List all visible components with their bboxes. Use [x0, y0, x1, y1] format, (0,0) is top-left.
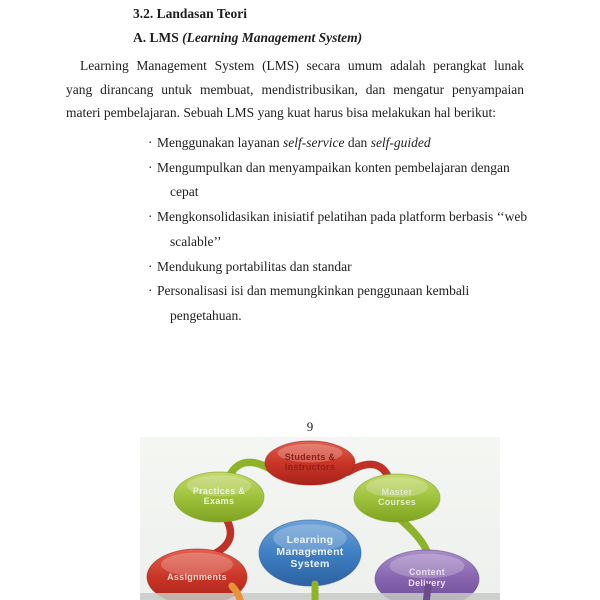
- paragraph-line: materi pembelajaran. Sebuah LMS yang kuat harus bisa melakukan hal berikut:: [66, 105, 496, 120]
- bullet-continuation-line: pengetahuan.: [170, 307, 242, 323]
- node-content-label: Content Delivery: [408, 567, 446, 588]
- bullet-dot-icon: ·: [148, 258, 153, 274]
- lms-diagram-svg: [140, 437, 500, 600]
- lms-diagram: [140, 437, 500, 600]
- bullet-dot-icon: ·: [148, 159, 153, 175]
- bullet-dot-icon: ·: [148, 283, 153, 299]
- bullet-continuation-line: cepat: [170, 184, 199, 200]
- subsection-heading-prefix: A. LMS: [133, 30, 183, 45]
- node-practices-label: Practices & Exams: [192, 486, 246, 506]
- node-students-label: Students & Instructors: [284, 452, 336, 472]
- bullet-item: · Menggunakan layanan self-service dan self-guided: [148, 131, 548, 156]
- diagram-floor-band: [140, 593, 500, 600]
- subsection-heading-italic: (Learning Management System): [182, 30, 363, 45]
- node-assignments-label: Assignments: [167, 572, 227, 582]
- bullet-list: [148, 131, 548, 329]
- node-master-label: Master Courses: [377, 487, 417, 507]
- stub-purple: [426, 587, 428, 600]
- bullet-continuation-line: scalable’’: [170, 233, 222, 249]
- bullet-item: · Mengumpulkan dan menyampaikan konten pembelajaran dengan: [148, 156, 548, 181]
- bullet-dot-icon: ·: [148, 209, 153, 225]
- bullet-dot-icon: ·: [148, 135, 153, 150]
- paragraph-line: Learning Management System (LMS) secara umum adalah perangkat lunak: [80, 58, 524, 73]
- bullet-item: · Mendukung portabilitas dan standar: [148, 255, 548, 280]
- subsection-heading: [133, 30, 362, 46]
- section-heading: 3.2. Landasan Teori: [133, 6, 248, 21]
- bullet-item: · Personalisasi isi dan memungkinkan penggunaan kembali: [148, 279, 548, 304]
- intro-paragraph: [66, 54, 524, 125]
- node-lms-label: Learning Management System: [276, 534, 344, 570]
- page-number: 9: [306, 419, 314, 434]
- paragraph-line: yang dirancang untuk membuat, mendistribusikan, dan mengatur penyampaian: [66, 81, 524, 97]
- bullet-item: · Mengkonsolidasikan inisiatif pelatihan pada platform berbasis ‘‘web: [148, 205, 548, 230]
